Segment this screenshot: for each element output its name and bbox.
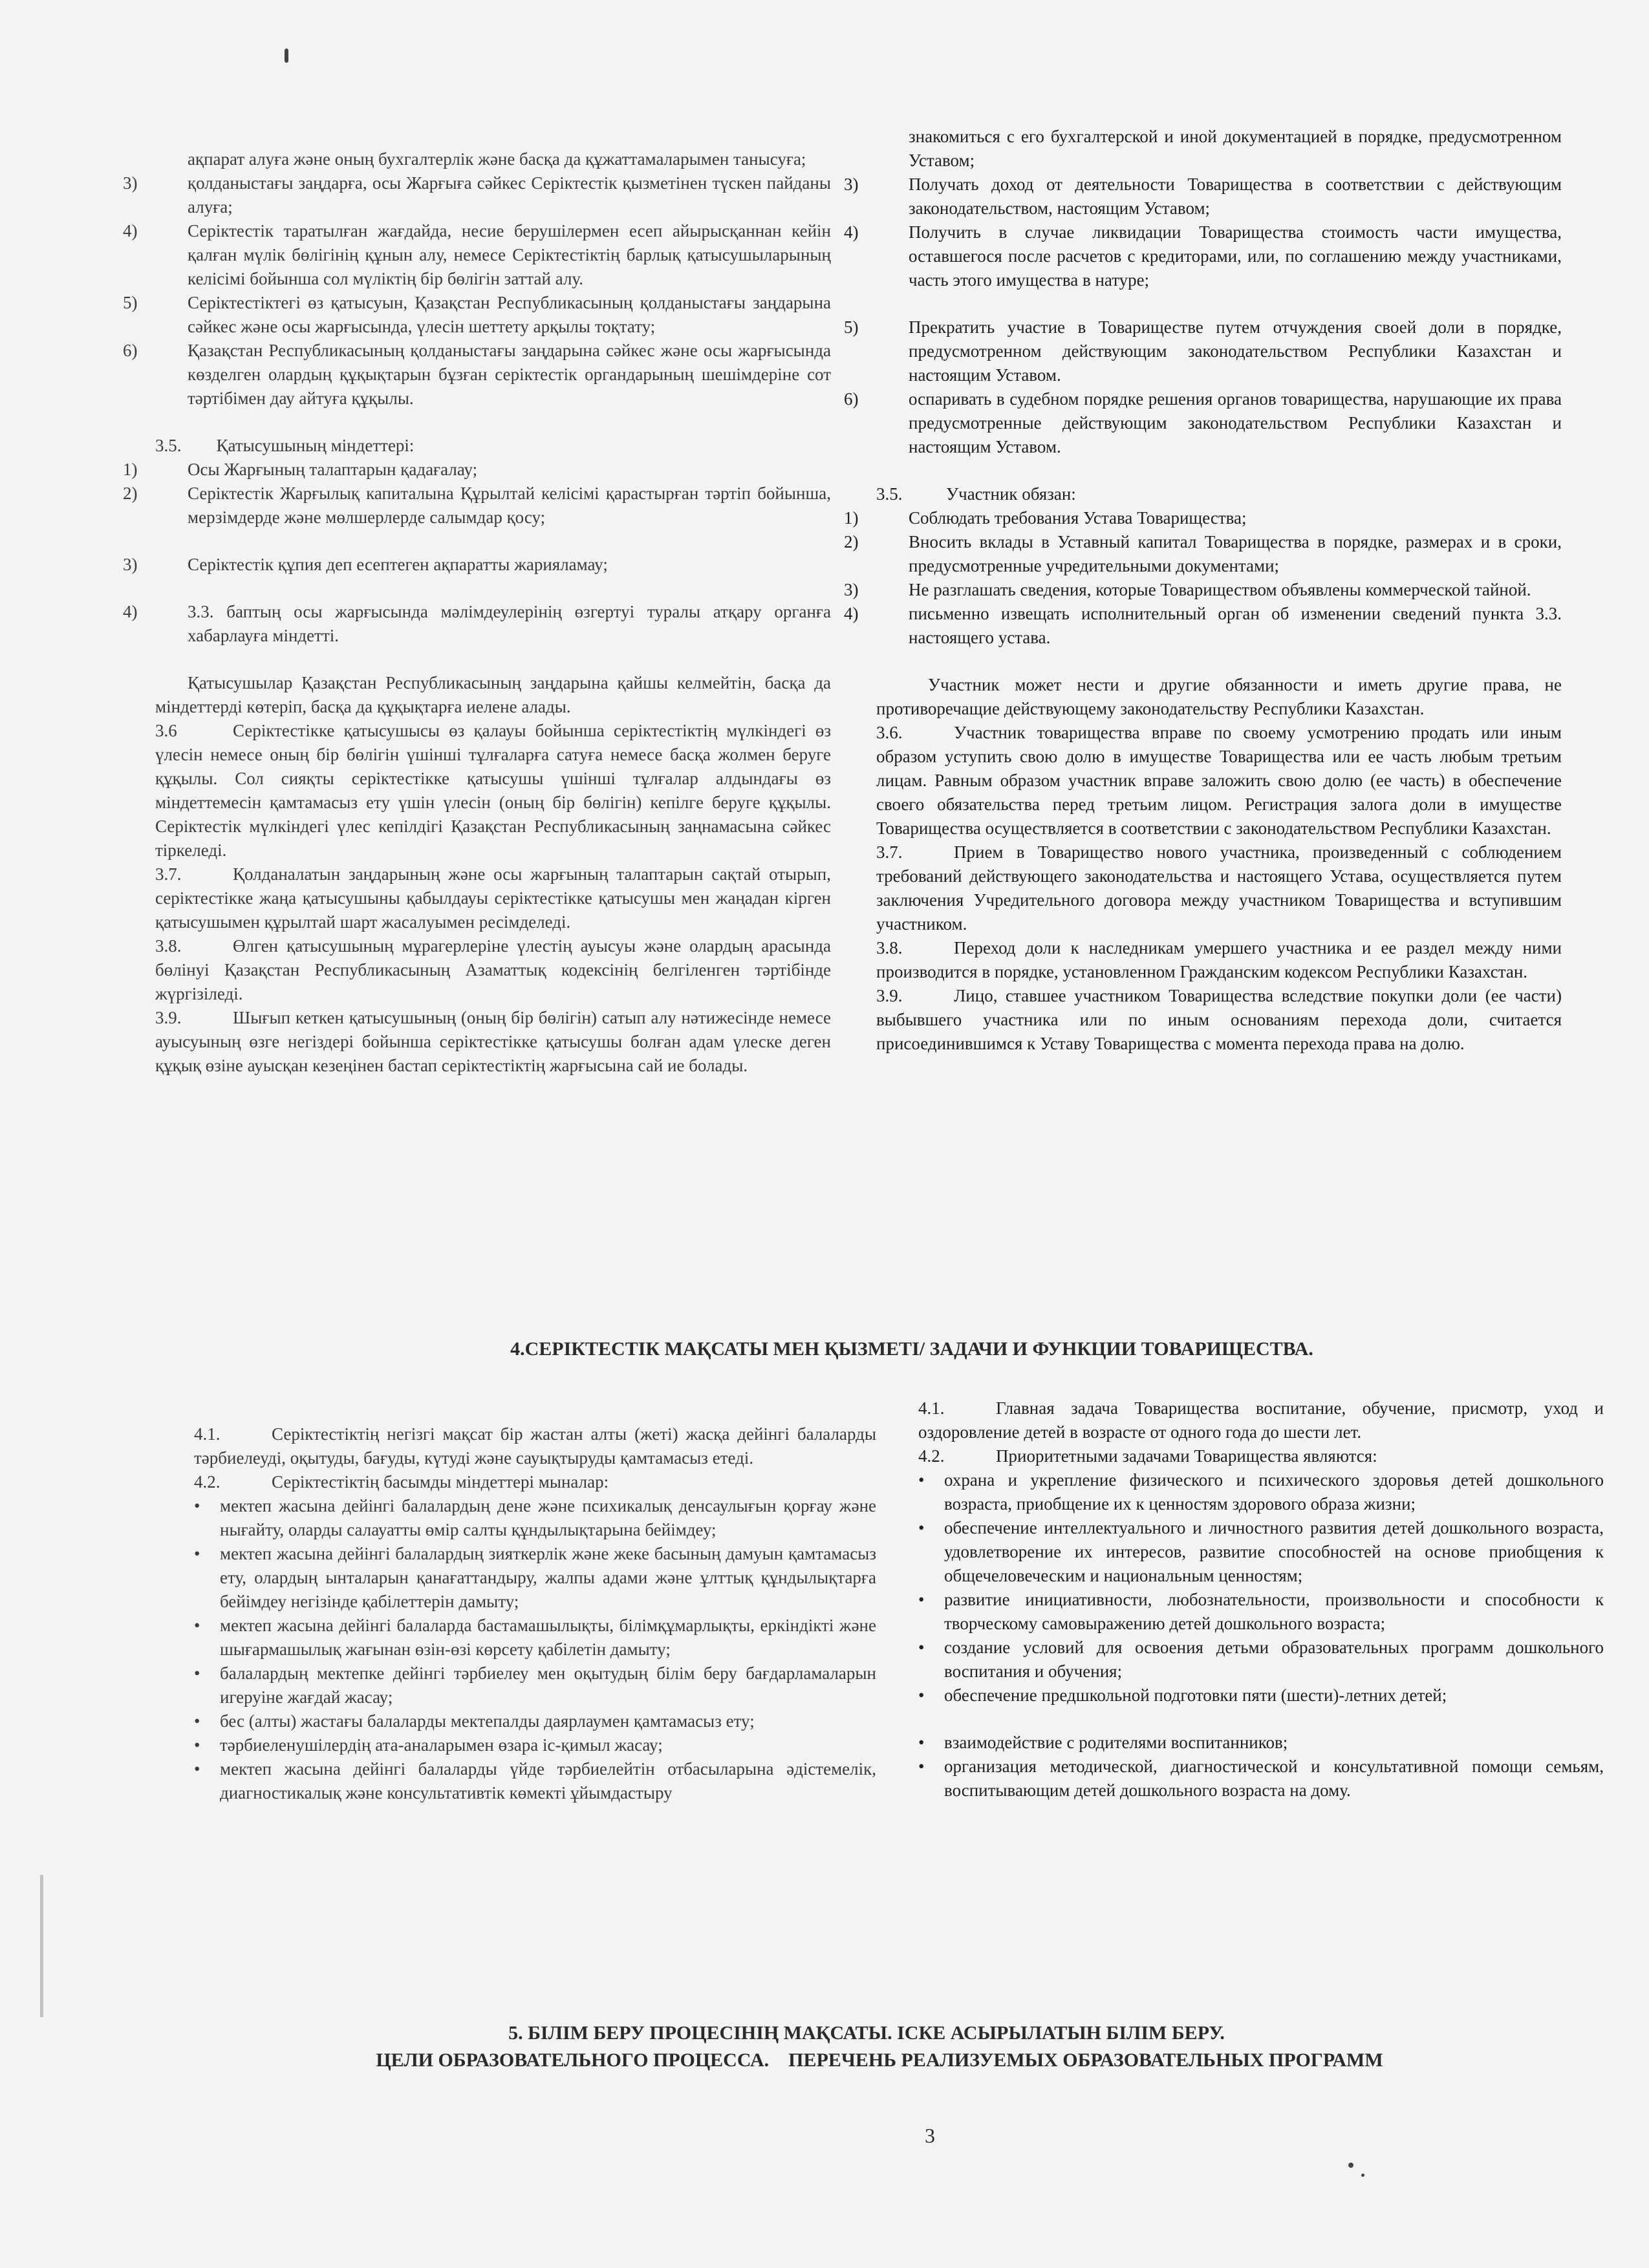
page-number: 3	[925, 2124, 935, 2147]
left-clause-3-6: 3.6 Серіктестікке қатысушысы өз қалауы бойынша серіктестіктің мүлкіндегі өз үлесін немесе оның бір бөлігін үшінші тұлғаларға сатуға немесе басқа жолмен беруге құқылы. Сол сияқты серіктестікке қатысушы үшінші тұлғалар алдындағы өз міндеттемесін қамтамасыз ету үшін үлесін (оның бір бөлігін) кепілге беруге құқылы. Серіктестік мүлкіндегі үлес кепілдігі Қазақстан Республикасының заңнамасына сәйкес тіркеледі.	[155, 721, 831, 860]
right-duty-3: 3) Не разглашать сведения, которые Товариществом объявлены коммерческой тайной.	[844, 580, 1531, 599]
bullet-icon: •	[194, 1735, 200, 1755]
right-item-5: 5) Прекратить участие в Товариществе путем отчуждения своей доли в порядке, предусмотренном действующим законодательством Республики Казахстан и настоящим Уставом.	[844, 317, 1562, 385]
list-item: • мектеп жасына дейінгі балаларды үйде тәрбиелейтін отбасыларына әдістемелік, диагностикалық және консультативтік көмекті ұйымдастыру	[194, 1757, 876, 1805]
left-item-3: 3) қолданыстағы заңдарға, осы Жарғыға сәйкес Серіктестік қызметінен түскен пайданы алуға;	[123, 173, 831, 217]
section-5-heading-kz: 5. БІЛІМ БЕРУ ПРОЦЕСІНІҢ МАҚСАТЫ. ІСКЕ АСЫРЫЛАТЫН БІЛІМ БЕРУ.	[508, 2022, 1225, 2044]
left-duty-1: 1) Осы Жарғының талаптарын қадағалау;	[123, 460, 478, 479]
bullet-icon: •	[918, 1470, 925, 1490]
scan-speck	[1361, 2174, 1364, 2177]
right-clause-4-2: 4.2. Приоритетными задачами Товарищества являются:	[918, 1446, 1377, 1466]
left-duties-heading: 3.5. Қатысушының міндеттері:	[155, 436, 415, 455]
right-item-4: 4) Получить в случае ликвидации Товарищества стоимость части имущества, оставшегося после расчетов с кредиторами, или, по соглашению между участниками, часть этого имущества в натуре;	[844, 222, 1562, 290]
right-intro: знакомиться с его бухгалтерской и иной документацией в порядке, предусмотренном Уставом;	[909, 127, 1562, 170]
list-item: • обеспечение интеллектуального и личностного развития детей дошкольного возраста, удовлетворение их интересов, развитие способностей на основе приобщения к общечеловеческим и национальным ценностям;	[918, 1516, 1604, 1588]
left-clause-4-2: 4.2. Серіктестіктің басымды міндеттері мыналар:	[194, 1472, 609, 1492]
bullet-icon: •	[918, 1638, 925, 1657]
list-item: • балалардың мектепке дейінгі тәрбиелеу мен оқытудың білім беру бағдарламаларын игеруіне жағдай жасау;	[194, 1662, 876, 1709]
right-duty-1: 1) Соблюдать требования Устава Товарищества;	[844, 508, 1247, 528]
section-5-heading-ru: ЦЕЛИ ОБРАЗОВАТЕЛЬНОГО ПРОЦЕССА. ПЕРЕЧЕНЬ РЕАЛИЗУЕМЫХ ОБРАЗОВАТЕЛЬНЫХ ПРОГРАММ	[376, 2049, 1383, 2071]
left-intro: ақпарат алуға және оның бухгалтерлік және басқа да құжаттамаларымен танысуға;	[188, 149, 806, 169]
section-4-heading: 4.СЕРІКТЕСТІК МАҚСАТЫ МЕН ҚЫЗМЕТІ/ ЗАДАЧИ И ФУНКЦИИ ТОВАРИЩЕСТВА.	[510, 1338, 1313, 1360]
left-bottom-column	[194, 1422, 876, 1805]
right-clause-3-9: 3.9. Лицо, ставшее участником Товарищества вследствие покупки доли (ее части) выбывшего участника или по иным основаниям перехода доли, считается присоединившимся к Уставу Товарищества с момента перехода права на долю.	[876, 986, 1562, 1053]
list-item: • мектеп жасына дейінгі балаларда бастамашылықты, білімқұмарлықты, еркіндікті және шығармашылық жағынан өзін-өзі көрсету қабілетін дамыту;	[194, 1614, 876, 1662]
right-clause-4-1: 4.1. Главная задача Товарищества воспитание, обучение, присмотр, уход и оздоровление детей в возрасте от одного года до шести лет.	[918, 1398, 1604, 1442]
left-other-duties: Қатысушылар Қазақстан Республикасының заңдарына қайшы келмейтін, басқа да міндеттерді көтеріп, басқа да құқықтарға иелене алады.	[155, 673, 831, 716]
bullet-icon: •	[194, 1759, 200, 1779]
bullet-icon: •	[918, 1518, 925, 1537]
right-item-6: 6) оспаривать в судебном порядке решения органов товарищества, нарушающие их права предусмотренные действующим законодательством Республики Казахстан и настоящим Уставом.	[844, 389, 1562, 456]
right-top-column	[844, 125, 1562, 1056]
list-item: • мектеп жасына дейінгі балалардың дене және психикалық денсаулығын қорғау және нығайту, оларды салауатты өмір салты құндылықтарына бейімдеу;	[194, 1494, 876, 1542]
left-clause-3-9: 3.9. Шығып кеткен қатысушының (оның бір бөлігін) сатып алу нәтижесінде немесе ауысуының өзге негіздері бойынша серіктестікке қатысушы болған адам үлеске деген құқық өзіне ауысқан кезеңінен бастап серіктестіктің жарғысына сай ие болады.	[155, 1008, 831, 1075]
right-item-3: 3) Получать доход от деятельности Товарищества в соответствии с действующим законодательством, настоящим Уставом;	[844, 175, 1562, 218]
bullet-icon: •	[918, 1590, 925, 1609]
left-clause-4-1: 4.1. Серіктестіктің негізгі мақсат бір жастан алты (жеті) жасқа дейінгі балаларды тәрбиелеуді, оқытуды, бағуды, күтуді және сауықтыруды қамтамасыз етеді.	[194, 1424, 876, 1468]
scan-streak	[40, 1875, 43, 2017]
list-item: • организация методической, диагностической и консультативной помощи семьям, воспитывающим детей дошкольного возраста на дому.	[918, 1755, 1604, 1803]
list-item: • охрана и укрепление физического и психического здоровья детей дошкольного возраста, приобщение их к ценностям здорового образа жизни;	[918, 1468, 1604, 1516]
right-duties-heading: 3.5. Участник обязан:	[876, 484, 1076, 504]
list-item: • тәрбиеленушілердің ата-аналарымен өзара іс-қимыл жасау;	[194, 1733, 876, 1757]
right-bottom-column	[918, 1396, 1604, 1803]
bullet-icon: •	[194, 1544, 200, 1563]
left-item-4: 4) Серіктестік таратылған жағдайда, несие берушілермен есеп айырысқаннан кейін қалған мүлік бөлігінің құнын алу, немесе Серіктестіктің барлық қатысушыларының келісімі бойынша сол мүліктің бір бөлігін заттай алу.	[123, 221, 831, 288]
bullet-icon: •	[918, 1685, 925, 1705]
right-clause-3-7: 3.7. Прием в Товарищество нового участника, произведенный с соблюдением требований действующего законодательства и настоящего Устава, осуществляется путем заключения Учредительного договора между участником Товарищества и вступившим участником.	[876, 842, 1562, 934]
left-clause-3-7: 3.7. Қолданалатын заңдарының және осы жарғының талаптарын сақтай отырып, серіктестікке жаңа қатысушыны қабылдауы серіктестікке қатысушы мен жаңадан кірген қатысушымен құрылтай шарт жасалуымен ресімделеді.	[155, 864, 831, 932]
left-duty-4: 4) 3.3. баптың осы жарғысында мәлімдеулерінің өзгертуі туралы атқару органға хабарлауға міндетті.	[123, 602, 831, 645]
list-item: • создание условий для освоения детьми образовательных программ дошкольного воспитания и обучения;	[918, 1636, 1604, 1684]
list-item: • бес (алты) жастағы балаларды мектепалды даярлаумен қамтамасыз ету;	[194, 1709, 876, 1733]
list-item: • взаимодействие с родителями воспитанников;	[918, 1731, 1604, 1755]
left-duty-2: 2) Серіктестік Жарғылық капиталына Құрылтай келісімі қарастырған тәртіп бойынша, мерзімдерде және мөлшерлерде салымдар қосу;	[123, 484, 831, 527]
left-item-5: 5) Серіктестіктегі өз қатысуын, Қазақстан Республикасының қолданыстағы заңдарына сәйкес және осы жарғысында, үлесін шеттету арқылы тоқтату;	[123, 293, 831, 336]
bullet-icon: •	[918, 1757, 925, 1776]
bullet-icon: •	[194, 1664, 200, 1683]
left-top-column	[123, 147, 831, 1078]
left-clause-3-8: 3.8. Өлген қатысушының мұрагерлеріне үлестің ауысуы және олардың арасында бөлінуі Қазақстан Республикасының Азаматтық кодексінің белгіленген тәртібінде жүргізіледі.	[155, 936, 831, 1003]
list-item: • мектеп жасына дейінгі балалардың зияткерлік және жеке басының дамуын қамтамасыз ету, олардың ынталарын қанағаттандыру, жалпы адами және ұлттық құндылықтарға бейімдеу негізінде қабілеттерін дамыту;	[194, 1542, 876, 1614]
left-duty-3: 3) Серіктестік құпия деп есептеген ақпаратты жарияламау;	[123, 555, 608, 574]
right-other-duties: Участник может нести и другие обязанности и иметь другие права, не противоречащие действующему законодательству Республики Казахстан.	[876, 675, 1562, 718]
bullet-icon: •	[194, 1616, 200, 1635]
right-clause-3-6: 3.6. Участник товарищества вправе по своему усмотрению продать или иным образом уступить свою долю в имуществе Товарищества или ее часть любым третьим лицам. Равным образом участник вправе заложить свою долю (ее часть) в обеспечение своего обязательства перед третьим лицом. Регистрация залога доли в имуществе Товарищества осуществляется в соответствии с законодательством Республики Казахстан.	[876, 723, 1562, 838]
list-item: • развитие инициативности, любознательности, произвольности и способности к творческому самовыражению детей дошкольного возраста;	[918, 1588, 1604, 1636]
right-duty-2: 2) Вносить вклады в Уставный капитал Товарищества в порядке, размерах и в сроки, предусмотренные учредительными документами;	[844, 532, 1562, 575]
bullet-icon: •	[194, 1496, 200, 1515]
scan-speck	[1348, 2163, 1353, 2168]
right-duty-4: 4) письменно извещать исполнительный орган об изменении сведений пункта 3.3. настоящего устава.	[844, 604, 1562, 647]
left-item-6: 6) Қазақстан Республикасының қолданыстағы заңдарына сәйкес және осы жарғысында көзделген олардың құқықтарын бұзған серіктестік органдарының шешімдеріне сот тәртібімен дау айтуға құқылы.	[123, 341, 831, 408]
list-item: • обеспечение предшкольной подготовки пяти (шести)-летних детей;	[918, 1684, 1604, 1707]
scan-speck	[285, 48, 288, 63]
bullet-icon: •	[918, 1733, 925, 1752]
bullet-icon: •	[194, 1711, 200, 1731]
right-clause-3-8: 3.8. Переход доли к наследникам умершего участника и ее раздел между ними производится в порядке, установленном Гражданским кодексом Республики Казахстан.	[876, 938, 1562, 981]
